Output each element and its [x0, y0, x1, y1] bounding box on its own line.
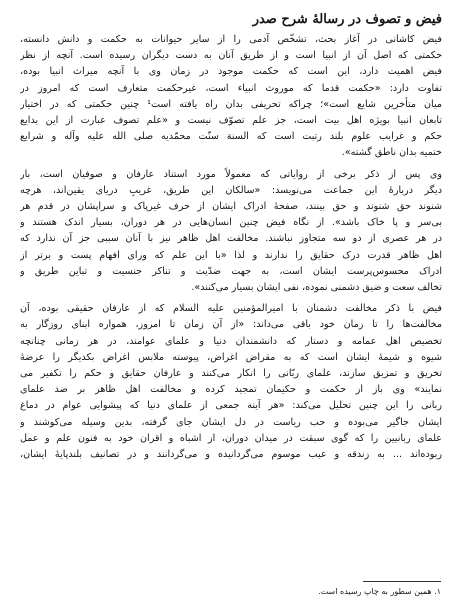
text-line: نمایند» وی باز از حکمت و حکیمان تمجید کرده و مخالفت اهل ظاهر بر ضد علمای: [20, 384, 442, 396]
text-line: ادراک محسوس‌پرست ایشان است، به جهت ضدّیت و تناکر جنسیت و تباین طریق و: [20, 265, 442, 277]
page-header: فیض و تصوف در رسالهٔ شرح صدر: [252, 12, 442, 27]
footnote: ۱. همین سطور به چاپ رسیده است.: [318, 587, 441, 596]
text-line: فیض کاشانی در آغاز بحث، تشخّص آدمی را از سایر حیوانات به حکمت و دانش دانسته،: [20, 34, 442, 45]
text-line: مخالفت‌ها را تا زمان خود باقی می‌داند: «از آن زمان تا امروز، همواره ابنای روزگار به: [20, 319, 442, 331]
text-line: حکمتی که اصل آن از انبیا است و از طریق آنان به دست دیگران رسیده است. آنچه از نظر: [20, 50, 442, 62]
text-line: حکم و غرایب علوم بلند رتبت است که السنة سنّت محمّدیه صلی الله علیه وآله و شرایع: [20, 131, 442, 143]
text-line: شیوه و شیمهٔ ایشان است که به مقراض اغراض، پیوسته ملابس اغراض بکدیگر را عرضهٔ: [20, 351, 442, 363]
text-line: ختمیه بدان ناطق گشته».: [341, 147, 442, 159]
text-line: ربانی را این چنین تحلیل می‌کند: «هر آینه جمعی از علمای دنیا که پیشوایی عوام در دماغ: [20, 400, 442, 412]
text-line: تفاوت دارد: «حکمت قدما که موروث انبیاء است، غیرحکمت متعارف است که امروز در: [20, 82, 442, 94]
paragraph-2: [20, 167, 442, 297]
text-line: تخالف سعت و ضیق دشمنی نموده، نفی ایشان بسیار می‌کنند».: [191, 282, 442, 294]
text-line: میان متأخرین شایع است»؛ چراکه تحریفی بدان راه یافته است¹ چنین حکمتی که در اختیار: [20, 98, 442, 110]
text-line: علمای ربانیین را که گوی سبقت در میدان دوران، از اشباه و اقران خود به فنون علم و عمل: [20, 432, 442, 444]
text-line: ایشان جاگیر می‌بوده و حب ریاست در دل ایشان جای گرفته، بدین وسیله می‌کوشند و: [20, 416, 442, 428]
footnote-rule: [363, 581, 441, 582]
paragraph-3: [20, 301, 442, 463]
text-line: فیض با ذکر مخالفت دشمنان با امیرالمؤمنین علیه السلام که از عارفان حقیقی بوده، آن: [20, 303, 442, 315]
text-line: وی پس از ذکر برخی از روایاتی که معمولاً مورد استناد عارفان و صوفیان است، بار: [20, 168, 442, 180]
text-line: بی‌سر و پا خاک باشد». از نگاه فیض چنین انسان‌هایی در هر دوران، بسیار اندک هستند و: [20, 217, 442, 229]
text-line: تابعان انبیا بویژه اهل بیت است، جز علم تصوّف نیست و «علم تصوف عبارت از این بدایع: [20, 115, 442, 127]
text-line: شنوند حق شنوند و حق بینند، صفحهٔ ادراک ایشان از حرف غیرپاک و سراپشان در قدم هر: [20, 201, 442, 213]
text-line: ربوده‌اند ... به زندقه و عیب موسوم می‌گردانیده و می‌گردانند و در تصانیف بلندپایهٔ ایشان،: [20, 449, 442, 461]
text-line: اهل ظاهر قدرت درک حقایق را ندارند و لذا «با این علم که ورای افهام پست و برتر از: [20, 249, 442, 261]
text-line: تخصیص اهل عمامه و دستار که دانشمندان دنیا و علمای عوامند، در هر زمانی چنانچه: [20, 335, 442, 347]
text-line: فیض اهمیت دارد، این است که حکمت موجود در زمان وی با آنچه میراث انبیا بوده،: [20, 66, 442, 78]
paragraph-1: [20, 32, 442, 162]
text-line: تخریق و تمزیق سازند، علمای ربّانی را انکار می‌کنند و عارفان حقایق و حکم را تکفیر می‌: [20, 368, 442, 380]
text-line: دیگر دربارهٔ این جماعت می‌نویسد: «سالکان این طریق، غریبِ دریای یقین‌اند، هرچه: [20, 184, 442, 196]
text-line: در هر عصری از دو سه متجاوز نباشند. مخالفت اهل ظاهر نیز با آنان سببی جز آن ندارد که: [20, 233, 442, 245]
